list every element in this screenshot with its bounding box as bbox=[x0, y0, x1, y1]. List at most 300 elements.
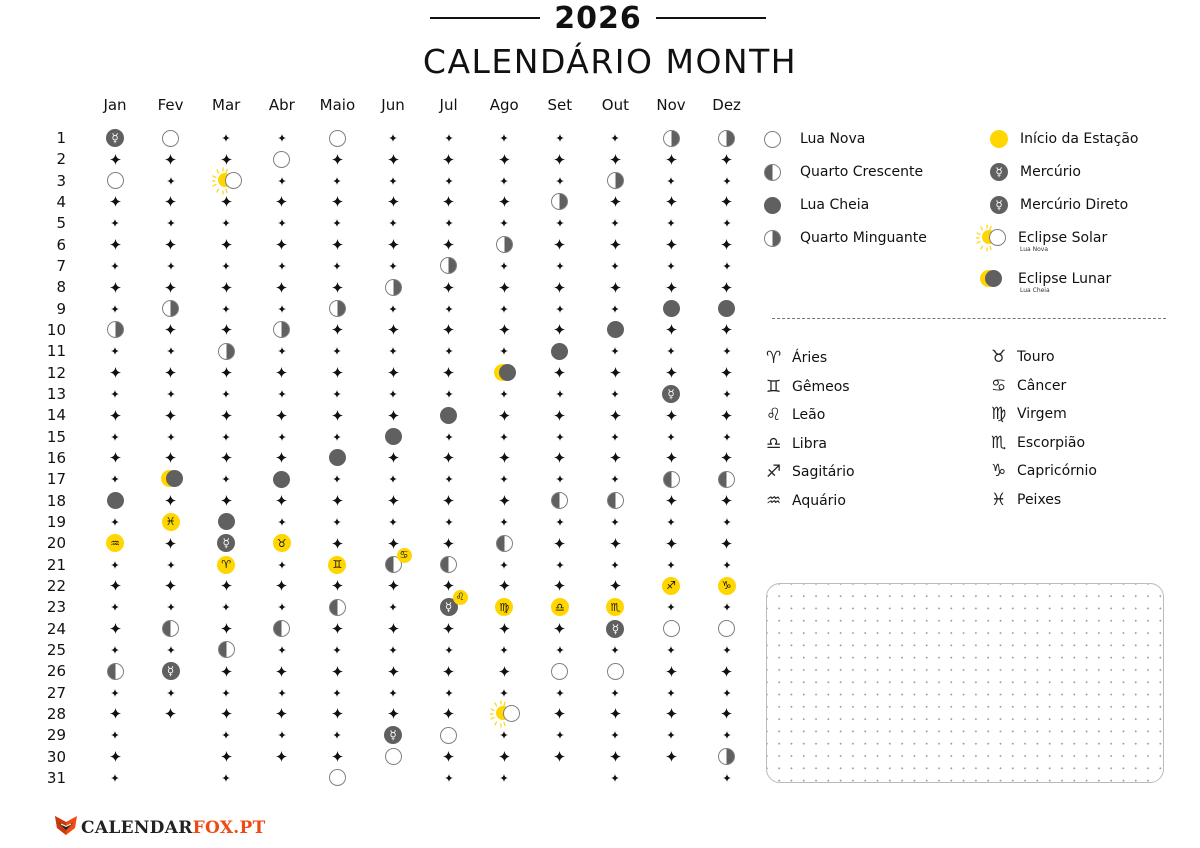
day-cell-jul-20[interactable] bbox=[437, 533, 461, 553]
day-cell-out-10[interactable] bbox=[603, 320, 627, 340]
day-cell-out-25[interactable] bbox=[603, 640, 627, 660]
day-cell-mar-3[interactable] bbox=[214, 171, 238, 191]
day-cell-jun-12[interactable] bbox=[381, 363, 405, 383]
day-cell-set-29[interactable] bbox=[548, 725, 572, 745]
day-cell-jul-13[interactable] bbox=[437, 384, 461, 404]
day-cell-fev-16[interactable] bbox=[159, 448, 183, 468]
day-cell-ago-17[interactable] bbox=[492, 469, 516, 489]
day-cell-jul-28[interactable] bbox=[437, 704, 461, 724]
day-cell-abr-23[interactable] bbox=[270, 597, 294, 617]
day-cell-jul-2[interactable] bbox=[437, 149, 461, 169]
day-cell-jul-16[interactable] bbox=[437, 448, 461, 468]
day-cell-ago-12[interactable] bbox=[492, 363, 516, 383]
day-cell-dez-3[interactable] bbox=[715, 171, 739, 191]
day-cell-abr-1[interactable] bbox=[270, 128, 294, 148]
day-cell-mar-31[interactable] bbox=[214, 768, 238, 788]
day-cell-out-27[interactable] bbox=[603, 683, 627, 703]
day-cell-jun-2[interactable] bbox=[381, 149, 405, 169]
day-cell-abr-24[interactable] bbox=[270, 619, 294, 639]
day-cell-mar-19[interactable] bbox=[214, 512, 238, 532]
day-cell-abr-16[interactable] bbox=[270, 448, 294, 468]
day-cell-nov-5[interactable] bbox=[659, 213, 683, 233]
day-cell-jul-25[interactable] bbox=[437, 640, 461, 660]
day-cell-fev-7[interactable] bbox=[159, 256, 183, 276]
day-cell-abr-21[interactable] bbox=[270, 555, 294, 575]
day-cell-mar-16[interactable] bbox=[214, 448, 238, 468]
day-cell-mar-5[interactable] bbox=[214, 213, 238, 233]
day-cell-jul-30[interactable] bbox=[437, 747, 461, 767]
day-cell-dez-7[interactable] bbox=[715, 256, 739, 276]
day-cell-jan-2[interactable] bbox=[103, 149, 127, 169]
day-cell-jun-6[interactable] bbox=[381, 235, 405, 255]
day-cell-jul-6[interactable] bbox=[437, 235, 461, 255]
day-cell-nov-15[interactable] bbox=[659, 427, 683, 447]
day-cell-dez-30[interactable] bbox=[715, 747, 739, 767]
day-cell-fev-13[interactable] bbox=[159, 384, 183, 404]
day-cell-nov-10[interactable] bbox=[659, 320, 683, 340]
day-cell-mar-1[interactable] bbox=[214, 128, 238, 148]
day-cell-ago-21[interactable] bbox=[492, 555, 516, 575]
day-cell-dez-14[interactable] bbox=[715, 405, 739, 425]
day-cell-dez-20[interactable] bbox=[715, 533, 739, 553]
day-cell-jun-7[interactable] bbox=[381, 256, 405, 276]
day-cell-out-9[interactable] bbox=[603, 299, 627, 319]
day-cell-dez-13[interactable] bbox=[715, 384, 739, 404]
day-cell-dez-27[interactable] bbox=[715, 683, 739, 703]
day-cell-abr-3[interactable] bbox=[270, 171, 294, 191]
day-cell-abr-28[interactable] bbox=[270, 704, 294, 724]
day-cell-fev-21[interactable] bbox=[159, 555, 183, 575]
day-cell-set-4[interactable] bbox=[548, 192, 572, 212]
day-cell-ago-2[interactable] bbox=[492, 149, 516, 169]
day-cell-abr-27[interactable] bbox=[270, 683, 294, 703]
day-cell-set-24[interactable] bbox=[548, 619, 572, 639]
day-cell-set-2[interactable] bbox=[548, 149, 572, 169]
day-cell-out-2[interactable] bbox=[603, 149, 627, 169]
day-cell-set-9[interactable] bbox=[548, 299, 572, 319]
day-cell-jan-3[interactable] bbox=[103, 171, 127, 191]
day-cell-out-4[interactable] bbox=[603, 192, 627, 212]
day-cell-set-7[interactable] bbox=[548, 256, 572, 276]
day-cell-nov-19[interactable] bbox=[659, 512, 683, 532]
day-cell-fev-2[interactable] bbox=[159, 149, 183, 169]
day-cell-dez-29[interactable] bbox=[715, 725, 739, 745]
day-cell-jun-21[interactable] bbox=[381, 549, 409, 575]
day-cell-jan-11[interactable] bbox=[103, 341, 127, 361]
day-cell-maio-17[interactable] bbox=[325, 469, 349, 489]
day-cell-abr-2[interactable] bbox=[270, 149, 294, 169]
day-cell-out-21[interactable] bbox=[603, 555, 627, 575]
day-cell-maio-7[interactable] bbox=[325, 256, 349, 276]
day-cell-mar-8[interactable] bbox=[214, 277, 238, 297]
day-cell-nov-30[interactable] bbox=[659, 747, 683, 767]
day-cell-mar-28[interactable] bbox=[214, 704, 238, 724]
day-cell-set-16[interactable] bbox=[548, 448, 572, 468]
day-cell-jan-9[interactable] bbox=[103, 299, 127, 319]
day-cell-maio-22[interactable] bbox=[325, 576, 349, 596]
day-cell-set-14[interactable] bbox=[548, 405, 572, 425]
day-cell-set-3[interactable] bbox=[548, 171, 572, 191]
day-cell-ago-18[interactable] bbox=[492, 491, 516, 511]
day-cell-out-15[interactable] bbox=[603, 427, 627, 447]
day-cell-abr-19[interactable] bbox=[270, 512, 294, 532]
day-cell-set-21[interactable] bbox=[548, 555, 572, 575]
day-cell-jul-31[interactable] bbox=[437, 768, 461, 788]
day-cell-abr-8[interactable] bbox=[270, 277, 294, 297]
day-cell-fev-8[interactable] bbox=[159, 277, 183, 297]
day-cell-jul-8[interactable] bbox=[437, 277, 461, 297]
day-cell-ago-15[interactable] bbox=[492, 427, 516, 447]
day-cell-maio-11[interactable] bbox=[325, 341, 349, 361]
day-cell-maio-18[interactable] bbox=[325, 491, 349, 511]
day-cell-jun-29[interactable] bbox=[381, 725, 405, 745]
day-cell-jun-13[interactable] bbox=[381, 384, 405, 404]
day-cell-mar-30[interactable] bbox=[214, 747, 238, 767]
day-cell-nov-9[interactable] bbox=[659, 299, 683, 319]
day-cell-fev-26[interactable] bbox=[159, 661, 183, 681]
day-cell-jan-5[interactable] bbox=[103, 213, 127, 233]
day-cell-maio-2[interactable] bbox=[325, 149, 349, 169]
day-cell-out-26[interactable] bbox=[603, 661, 627, 681]
day-cell-out-19[interactable] bbox=[603, 512, 627, 532]
day-cell-ago-23[interactable] bbox=[492, 597, 516, 617]
day-cell-jan-26[interactable] bbox=[103, 661, 127, 681]
day-cell-jan-13[interactable] bbox=[103, 384, 127, 404]
day-cell-abr-7[interactable] bbox=[270, 256, 294, 276]
day-cell-jun-14[interactable] bbox=[381, 405, 405, 425]
day-cell-mar-11[interactable] bbox=[214, 341, 238, 361]
day-cell-jan-20[interactable] bbox=[103, 533, 127, 553]
day-cell-dez-22[interactable] bbox=[715, 576, 739, 596]
day-cell-nov-26[interactable] bbox=[659, 661, 683, 681]
day-cell-abr-13[interactable] bbox=[270, 384, 294, 404]
day-cell-dez-23[interactable] bbox=[715, 597, 739, 617]
day-cell-jul-14[interactable] bbox=[437, 405, 461, 425]
day-cell-jan-1[interactable] bbox=[103, 128, 127, 148]
day-cell-maio-9[interactable] bbox=[325, 299, 349, 319]
day-cell-mar-12[interactable] bbox=[214, 363, 238, 383]
day-cell-out-17[interactable] bbox=[603, 469, 627, 489]
day-cell-jul-15[interactable] bbox=[437, 427, 461, 447]
day-cell-jan-12[interactable] bbox=[103, 363, 127, 383]
day-cell-nov-1[interactable] bbox=[659, 128, 683, 148]
day-cell-jan-14[interactable] bbox=[103, 405, 127, 425]
day-cell-maio-31[interactable] bbox=[325, 768, 349, 788]
day-cell-jul-19[interactable] bbox=[437, 512, 461, 532]
day-cell-jun-9[interactable] bbox=[381, 299, 405, 319]
day-cell-fev-18[interactable] bbox=[159, 491, 183, 511]
day-cell-mar-17[interactable] bbox=[214, 469, 238, 489]
day-cell-jan-22[interactable] bbox=[103, 576, 127, 596]
day-cell-out-16[interactable] bbox=[603, 448, 627, 468]
day-cell-jul-12[interactable] bbox=[437, 363, 461, 383]
day-cell-jun-23[interactable] bbox=[381, 597, 405, 617]
day-cell-jun-28[interactable] bbox=[381, 704, 405, 724]
day-cell-nov-27[interactable] bbox=[659, 683, 683, 703]
day-cell-jan-19[interactable] bbox=[103, 512, 127, 532]
day-cell-fev-4[interactable] bbox=[159, 192, 183, 212]
day-cell-fev-15[interactable] bbox=[159, 427, 183, 447]
day-cell-maio-20[interactable] bbox=[325, 533, 349, 553]
day-cell-nov-11[interactable] bbox=[659, 341, 683, 361]
day-cell-set-25[interactable] bbox=[548, 640, 572, 660]
day-cell-set-10[interactable] bbox=[548, 320, 572, 340]
day-cell-set-23[interactable] bbox=[548, 597, 572, 617]
day-cell-ago-14[interactable] bbox=[492, 405, 516, 425]
day-cell-jun-18[interactable] bbox=[381, 491, 405, 511]
day-cell-abr-9[interactable] bbox=[270, 299, 294, 319]
day-cell-dez-9[interactable] bbox=[715, 299, 739, 319]
day-cell-out-1[interactable] bbox=[603, 128, 627, 148]
day-cell-set-8[interactable] bbox=[548, 277, 572, 297]
day-cell-maio-19[interactable] bbox=[325, 512, 349, 532]
day-cell-abr-5[interactable] bbox=[270, 213, 294, 233]
day-cell-ago-5[interactable] bbox=[492, 213, 516, 233]
day-cell-fev-25[interactable] bbox=[159, 640, 183, 660]
day-cell-out-30[interactable] bbox=[603, 747, 627, 767]
day-cell-set-11[interactable] bbox=[548, 341, 572, 361]
day-cell-maio-13[interactable] bbox=[325, 384, 349, 404]
day-cell-maio-10[interactable] bbox=[325, 320, 349, 340]
day-cell-fev-3[interactable] bbox=[159, 171, 183, 191]
day-cell-ago-24[interactable] bbox=[492, 619, 516, 639]
day-cell-jan-17[interactable] bbox=[103, 469, 127, 489]
day-cell-abr-22[interactable] bbox=[270, 576, 294, 596]
day-cell-jan-8[interactable] bbox=[103, 277, 127, 297]
day-cell-dez-25[interactable] bbox=[715, 640, 739, 660]
day-cell-dez-26[interactable] bbox=[715, 661, 739, 681]
day-cell-nov-3[interactable] bbox=[659, 171, 683, 191]
day-cell-jul-26[interactable] bbox=[437, 661, 461, 681]
day-cell-nov-29[interactable] bbox=[659, 725, 683, 745]
day-cell-out-7[interactable] bbox=[603, 256, 627, 276]
day-cell-abr-11[interactable] bbox=[270, 341, 294, 361]
day-cell-maio-5[interactable] bbox=[325, 213, 349, 233]
day-cell-out-22[interactable] bbox=[603, 576, 627, 596]
day-cell-jun-16[interactable] bbox=[381, 448, 405, 468]
day-cell-jun-3[interactable] bbox=[381, 171, 405, 191]
day-cell-abr-14[interactable] bbox=[270, 405, 294, 425]
day-cell-out-13[interactable] bbox=[603, 384, 627, 404]
day-cell-set-12[interactable] bbox=[548, 363, 572, 383]
day-cell-maio-21[interactable] bbox=[325, 555, 349, 575]
day-cell-dez-5[interactable] bbox=[715, 213, 739, 233]
day-cell-jul-3[interactable] bbox=[437, 171, 461, 191]
day-cell-abr-17[interactable] bbox=[270, 469, 294, 489]
day-cell-nov-6[interactable] bbox=[659, 235, 683, 255]
day-cell-dez-15[interactable] bbox=[715, 427, 739, 447]
day-cell-dez-2[interactable] bbox=[715, 149, 739, 169]
day-cell-nov-7[interactable] bbox=[659, 256, 683, 276]
day-cell-set-17[interactable] bbox=[548, 469, 572, 489]
day-cell-ago-20[interactable] bbox=[492, 533, 516, 553]
day-cell-jun-1[interactable] bbox=[381, 128, 405, 148]
day-cell-jul-7[interactable] bbox=[437, 256, 461, 276]
day-cell-out-28[interactable] bbox=[603, 704, 627, 724]
day-cell-abr-29[interactable] bbox=[270, 725, 294, 745]
day-cell-out-8[interactable] bbox=[603, 277, 627, 297]
day-cell-fev-11[interactable] bbox=[159, 341, 183, 361]
day-cell-jul-10[interactable] bbox=[437, 320, 461, 340]
day-cell-abr-6[interactable] bbox=[270, 235, 294, 255]
day-cell-ago-10[interactable] bbox=[492, 320, 516, 340]
day-cell-mar-14[interactable] bbox=[214, 405, 238, 425]
day-cell-ago-22[interactable] bbox=[492, 576, 516, 596]
day-cell-jun-24[interactable] bbox=[381, 619, 405, 639]
day-cell-abr-10[interactable] bbox=[270, 320, 294, 340]
day-cell-jul-5[interactable] bbox=[437, 213, 461, 233]
day-cell-out-11[interactable] bbox=[603, 341, 627, 361]
day-cell-fev-24[interactable] bbox=[159, 619, 183, 639]
day-cell-fev-28[interactable] bbox=[159, 704, 183, 724]
day-cell-fev-27[interactable] bbox=[159, 683, 183, 703]
day-cell-set-13[interactable] bbox=[548, 384, 572, 404]
day-cell-out-20[interactable] bbox=[603, 533, 627, 553]
day-cell-maio-30[interactable] bbox=[325, 747, 349, 767]
day-cell-ago-25[interactable] bbox=[492, 640, 516, 660]
day-cell-jun-5[interactable] bbox=[381, 213, 405, 233]
day-cell-mar-25[interactable] bbox=[214, 640, 238, 660]
day-cell-out-14[interactable] bbox=[603, 405, 627, 425]
day-cell-nov-14[interactable] bbox=[659, 405, 683, 425]
day-cell-maio-1[interactable] bbox=[325, 128, 349, 148]
day-cell-ago-6[interactable] bbox=[492, 235, 516, 255]
day-cell-jul-17[interactable] bbox=[437, 469, 461, 489]
day-cell-out-31[interactable] bbox=[603, 768, 627, 788]
day-cell-out-12[interactable] bbox=[603, 363, 627, 383]
day-cell-fev-19[interactable] bbox=[159, 512, 183, 532]
day-cell-jan-7[interactable] bbox=[103, 256, 127, 276]
day-cell-maio-29[interactable] bbox=[325, 725, 349, 745]
day-cell-ago-29[interactable] bbox=[492, 725, 516, 745]
day-cell-dez-19[interactable] bbox=[715, 512, 739, 532]
day-cell-maio-16[interactable] bbox=[325, 448, 349, 468]
day-cell-dez-24[interactable] bbox=[715, 619, 739, 639]
day-cell-abr-20[interactable] bbox=[270, 533, 294, 553]
day-cell-mar-27[interactable] bbox=[214, 683, 238, 703]
day-cell-ago-9[interactable] bbox=[492, 299, 516, 319]
day-cell-dez-8[interactable] bbox=[715, 277, 739, 297]
day-cell-nov-2[interactable] bbox=[659, 149, 683, 169]
day-cell-jul-18[interactable] bbox=[437, 491, 461, 511]
day-cell-set-30[interactable] bbox=[548, 747, 572, 767]
day-cell-fev-14[interactable] bbox=[159, 405, 183, 425]
day-cell-abr-30[interactable] bbox=[270, 747, 294, 767]
day-cell-mar-7[interactable] bbox=[214, 256, 238, 276]
day-cell-maio-3[interactable] bbox=[325, 171, 349, 191]
day-cell-jun-26[interactable] bbox=[381, 661, 405, 681]
day-cell-set-20[interactable] bbox=[548, 533, 572, 553]
day-cell-jun-4[interactable] bbox=[381, 192, 405, 212]
day-cell-jul-29[interactable] bbox=[437, 725, 461, 745]
day-cell-jan-4[interactable] bbox=[103, 192, 127, 212]
day-cell-jan-29[interactable] bbox=[103, 725, 127, 745]
day-cell-mar-15[interactable] bbox=[214, 427, 238, 447]
day-cell-mar-9[interactable] bbox=[214, 299, 238, 319]
day-cell-set-1[interactable] bbox=[548, 128, 572, 148]
day-cell-nov-18[interactable] bbox=[659, 491, 683, 511]
day-cell-dez-10[interactable] bbox=[715, 320, 739, 340]
day-cell-jan-10[interactable] bbox=[103, 320, 127, 340]
day-cell-jun-27[interactable] bbox=[381, 683, 405, 703]
day-cell-jan-24[interactable] bbox=[103, 619, 127, 639]
day-cell-fev-17[interactable] bbox=[159, 469, 183, 489]
day-cell-jan-28[interactable] bbox=[103, 704, 127, 724]
day-cell-set-5[interactable] bbox=[548, 213, 572, 233]
day-cell-jan-16[interactable] bbox=[103, 448, 127, 468]
day-cell-nov-21[interactable] bbox=[659, 555, 683, 575]
day-cell-jan-27[interactable] bbox=[103, 683, 127, 703]
day-cell-jun-11[interactable] bbox=[381, 341, 405, 361]
day-cell-nov-16[interactable] bbox=[659, 448, 683, 468]
day-cell-ago-19[interactable] bbox=[492, 512, 516, 532]
day-cell-jul-11[interactable] bbox=[437, 341, 461, 361]
day-cell-jan-18[interactable] bbox=[103, 491, 127, 511]
day-cell-jun-19[interactable] bbox=[381, 512, 405, 532]
day-cell-jul-24[interactable] bbox=[437, 619, 461, 639]
day-cell-dez-4[interactable] bbox=[715, 192, 739, 212]
day-cell-maio-24[interactable] bbox=[325, 619, 349, 639]
day-cell-maio-23[interactable] bbox=[325, 597, 349, 617]
day-cell-mar-24[interactable] bbox=[214, 619, 238, 639]
day-cell-dez-12[interactable] bbox=[715, 363, 739, 383]
day-cell-set-18[interactable] bbox=[548, 491, 572, 511]
day-cell-mar-10[interactable] bbox=[214, 320, 238, 340]
day-cell-maio-14[interactable] bbox=[325, 405, 349, 425]
day-cell-ago-11[interactable] bbox=[492, 341, 516, 361]
day-cell-jul-9[interactable] bbox=[437, 299, 461, 319]
day-cell-fev-1[interactable] bbox=[159, 128, 183, 148]
day-cell-dez-6[interactable] bbox=[715, 235, 739, 255]
day-cell-abr-4[interactable] bbox=[270, 192, 294, 212]
day-cell-nov-23[interactable] bbox=[659, 597, 683, 617]
day-cell-jan-30[interactable] bbox=[103, 747, 127, 767]
day-cell-jan-6[interactable] bbox=[103, 235, 127, 255]
day-cell-maio-26[interactable] bbox=[325, 661, 349, 681]
day-cell-mar-26[interactable] bbox=[214, 661, 238, 681]
day-cell-ago-13[interactable] bbox=[492, 384, 516, 404]
day-cell-out-3[interactable] bbox=[603, 171, 627, 191]
brand-logo[interactable] bbox=[54, 814, 266, 841]
day-cell-dez-18[interactable] bbox=[715, 491, 739, 511]
day-cell-mar-6[interactable] bbox=[214, 235, 238, 255]
day-cell-fev-10[interactable] bbox=[159, 320, 183, 340]
day-cell-jun-25[interactable] bbox=[381, 640, 405, 660]
day-cell-jan-25[interactable] bbox=[103, 640, 127, 660]
day-cell-dez-28[interactable] bbox=[715, 704, 739, 724]
day-cell-dez-1[interactable] bbox=[715, 128, 739, 148]
day-cell-jun-10[interactable] bbox=[381, 320, 405, 340]
day-cell-ago-30[interactable] bbox=[492, 747, 516, 767]
day-cell-maio-27[interactable] bbox=[325, 683, 349, 703]
day-cell-abr-15[interactable] bbox=[270, 427, 294, 447]
day-cell-ago-3[interactable] bbox=[492, 171, 516, 191]
day-cell-set-15[interactable] bbox=[548, 427, 572, 447]
day-cell-maio-6[interactable] bbox=[325, 235, 349, 255]
day-cell-ago-31[interactable] bbox=[492, 768, 516, 788]
day-cell-mar-22[interactable] bbox=[214, 576, 238, 596]
day-cell-set-27[interactable] bbox=[548, 683, 572, 703]
day-cell-mar-21[interactable] bbox=[214, 555, 238, 575]
day-cell-set-19[interactable] bbox=[548, 512, 572, 532]
day-cell-nov-8[interactable] bbox=[659, 277, 683, 297]
day-cell-maio-28[interactable] bbox=[325, 704, 349, 724]
day-cell-set-22[interactable] bbox=[548, 576, 572, 596]
day-cell-jan-21[interactable] bbox=[103, 555, 127, 575]
day-cell-mar-29[interactable] bbox=[214, 725, 238, 745]
day-cell-jan-15[interactable] bbox=[103, 427, 127, 447]
day-cell-fev-23[interactable] bbox=[159, 597, 183, 617]
